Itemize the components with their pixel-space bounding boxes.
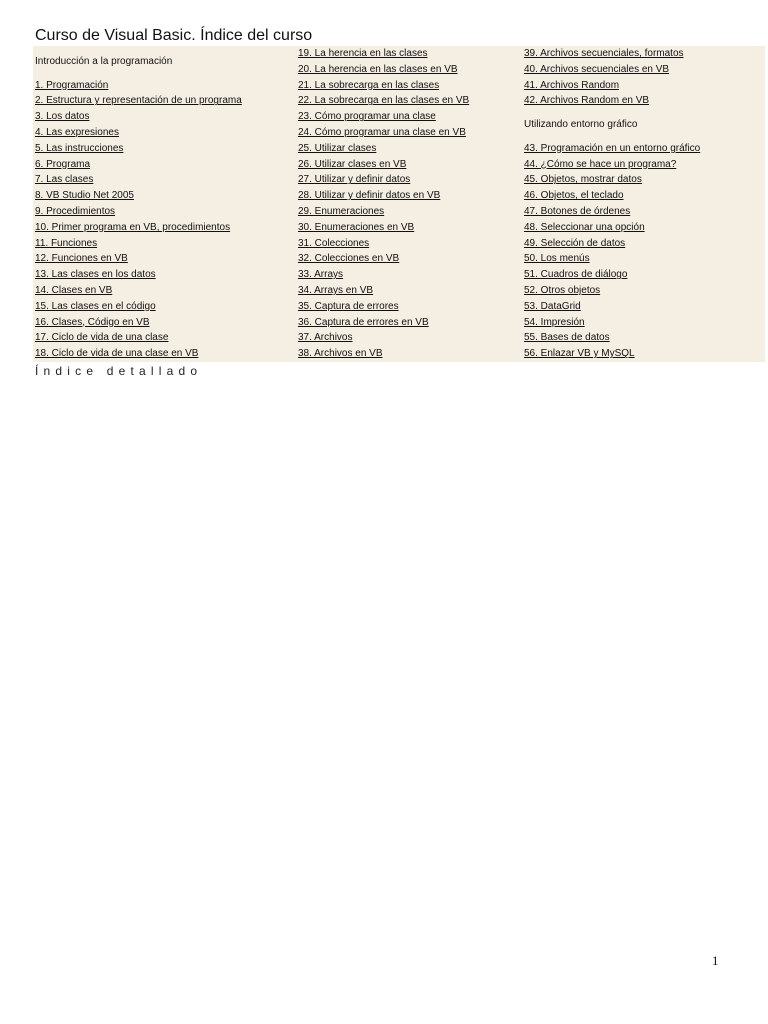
toc-link[interactable]: 44. ¿Cómo se hace un programa? xyxy=(524,158,677,170)
toc-link[interactable]: 29. Enumeraciones xyxy=(298,206,385,217)
toc-entry xyxy=(35,330,168,346)
toc-entry xyxy=(524,46,684,62)
toc-entry xyxy=(298,299,399,315)
toc-entry xyxy=(35,204,115,220)
section-heading: Utilizando entorno gráfico xyxy=(524,119,638,131)
toc-link[interactable]: 40. Archivos secuenciales en VB xyxy=(524,63,670,75)
toc-link[interactable]: 2. Estructura y representación de un programa xyxy=(35,95,242,107)
toc-entry xyxy=(35,315,150,331)
toc-entry xyxy=(524,62,669,78)
toc-link[interactable]: 7. Las clases xyxy=(35,174,94,186)
toc-entry xyxy=(298,125,466,141)
toc-link[interactable]: 9. Procedimientos xyxy=(35,206,116,217)
toc-link[interactable]: 45. Objetos, mostrar datos xyxy=(524,174,642,186)
toc-entry xyxy=(298,267,343,283)
toc-link[interactable]: 42. Archivos Random en VB xyxy=(524,95,650,107)
toc-entry xyxy=(524,141,700,157)
toc-entry xyxy=(298,157,406,173)
toc-link[interactable]: 14. Clases en VB xyxy=(35,285,113,296)
toc-link[interactable]: 37. Archivos xyxy=(298,332,353,344)
toc-link[interactable]: 6. Programa xyxy=(35,158,91,170)
toc-entry xyxy=(298,220,414,236)
toc-entry xyxy=(35,251,128,267)
course-index-table xyxy=(33,46,765,362)
toc-entry xyxy=(524,283,600,299)
toc-entry xyxy=(35,93,242,109)
toc-link[interactable]: 19. La herencia en las clases xyxy=(298,48,428,59)
toc-link[interactable]: 56. Enlazar VB y MySQL xyxy=(524,348,635,360)
toc-entry xyxy=(524,204,630,220)
toc-entry xyxy=(35,109,89,125)
toc-entry xyxy=(35,299,156,315)
toc-link[interactable]: 32. Colecciones en VB xyxy=(298,253,400,265)
toc-link[interactable]: 27. Utilizar y definir datos xyxy=(298,174,411,186)
toc-link[interactable]: 51. Cuadros de diálogo xyxy=(524,269,628,281)
toc-entry xyxy=(298,46,428,62)
section-heading: Introducción a la programación xyxy=(35,56,173,67)
toc-link[interactable]: 35. Captura de errores xyxy=(298,300,399,312)
toc-link[interactable]: 47. Botones de órdenes xyxy=(524,206,631,217)
toc-link[interactable]: 5. Las instrucciones xyxy=(35,142,124,154)
toc-link[interactable]: 31. Colecciones xyxy=(298,237,370,249)
toc-link[interactable]: 11. Funciones xyxy=(35,237,98,249)
toc-link[interactable]: 20. La herencia en las clases en VB xyxy=(298,63,458,75)
toc-link[interactable]: 22. La sobrecarga en las clases en VB xyxy=(298,95,470,107)
toc-link[interactable]: 25. Utilizar clases xyxy=(298,142,377,154)
toc-link[interactable]: 4. Las expresiones xyxy=(35,127,119,138)
toc-link[interactable]: 39. Archivos secuenciales, formatos xyxy=(524,48,684,59)
toc-entry xyxy=(35,220,230,236)
toc-entry xyxy=(298,141,376,157)
toc-link[interactable]: 21. La sobrecarga en las clases xyxy=(298,79,440,91)
toc-entry xyxy=(524,299,581,315)
toc-link[interactable]: 12. Funciones en VB xyxy=(35,253,128,265)
toc-link[interactable]: 43. Programación en un entorno gráfico xyxy=(524,142,701,154)
toc-entry xyxy=(35,188,134,204)
toc-link[interactable]: 36. Captura de errores en VB xyxy=(298,316,429,328)
toc-entry xyxy=(524,157,676,173)
toc-link[interactable]: 24. Cómo programar una clase en VB xyxy=(298,127,466,138)
toc-link[interactable]: 49. Selección de datos xyxy=(524,237,626,249)
toc-link[interactable]: 38. Archivos en VB xyxy=(298,348,383,360)
toc-entry xyxy=(524,267,627,283)
toc-link[interactable]: 13. Las clases en los datos xyxy=(35,269,156,281)
toc-link[interactable]: 26. Utilizar clases en VB xyxy=(298,158,407,170)
toc-entry xyxy=(524,220,645,236)
toc-entry xyxy=(298,236,369,252)
toc-link[interactable]: 33. Arrays xyxy=(298,269,344,281)
toc-entry xyxy=(35,236,97,252)
toc-entry xyxy=(524,93,649,109)
toc-entry xyxy=(524,188,624,204)
toc-entry xyxy=(298,204,384,220)
toc-link[interactable]: 34. Arrays en VB xyxy=(298,285,374,296)
toc-link[interactable]: 41. Archivos Random xyxy=(524,79,620,91)
toc-link[interactable]: 17. Ciclo de vida de una clase xyxy=(35,332,169,344)
toc-entry xyxy=(524,172,642,188)
page-title: Curso de Visual Basic. Índice del curso xyxy=(35,27,313,44)
toc-link[interactable]: 15. Las clases en el código xyxy=(35,300,156,312)
toc-entry xyxy=(35,141,123,157)
toc-link[interactable]: 53. DataGrid xyxy=(524,300,581,312)
toc-entry xyxy=(298,330,352,346)
toc-entry xyxy=(35,172,93,188)
toc-entry xyxy=(524,78,619,94)
toc-entry xyxy=(298,62,458,78)
toc-link[interactable]: 46. Objetos, el teclado xyxy=(524,190,624,202)
toc-entry xyxy=(298,93,469,109)
toc-entry xyxy=(298,251,399,267)
toc-link[interactable]: 3. Los datos xyxy=(35,111,90,123)
toc-entry xyxy=(35,267,156,283)
toc-link[interactable]: 8. VB Studio Net 2005 xyxy=(35,190,134,202)
toc-entry xyxy=(298,346,383,362)
toc-link[interactable]: 48. Seleccionar una opción xyxy=(524,221,645,233)
toc-link[interactable]: 54. Impresión xyxy=(524,316,585,328)
toc-link[interactable]: 10. Primer programa en VB, procedimientos xyxy=(35,221,231,233)
toc-link[interactable]: 50. Los menús xyxy=(524,253,590,265)
toc-entry xyxy=(524,346,635,362)
toc-entry xyxy=(298,172,410,188)
toc-entry xyxy=(35,78,108,94)
toc-link[interactable]: 28. Utilizar y definir datos en VB xyxy=(298,190,441,202)
toc-entry xyxy=(524,315,585,331)
toc-link[interactable]: 52. Otros objetos xyxy=(524,285,601,296)
toc-entry xyxy=(35,125,119,141)
toc-entry xyxy=(35,346,198,362)
toc-entry xyxy=(35,283,112,299)
toc-link[interactable]: 18. Ciclo de vida de una clase en VB xyxy=(35,348,199,360)
page-number: 1 xyxy=(712,953,719,968)
toc-entry xyxy=(298,315,429,331)
toc-entry xyxy=(298,78,439,94)
detailed-index-heading: Índice detallado xyxy=(35,364,203,378)
toc-link[interactable]: 16. Clases, Código en VB xyxy=(35,316,150,328)
toc-entry xyxy=(298,109,436,125)
toc-entry xyxy=(524,330,610,346)
toc-link[interactable]: 23. Cómo programar una clase xyxy=(298,111,436,123)
toc-entry xyxy=(524,251,590,267)
toc-link[interactable]: 55. Bases de datos xyxy=(524,332,610,344)
toc-entry xyxy=(298,188,440,204)
toc-entry xyxy=(298,283,373,299)
toc-entry xyxy=(524,236,625,252)
toc-link[interactable]: 1. Programación xyxy=(35,79,109,91)
toc-link[interactable]: 30. Enumeraciones en VB xyxy=(298,221,415,233)
toc-entry xyxy=(35,157,90,173)
